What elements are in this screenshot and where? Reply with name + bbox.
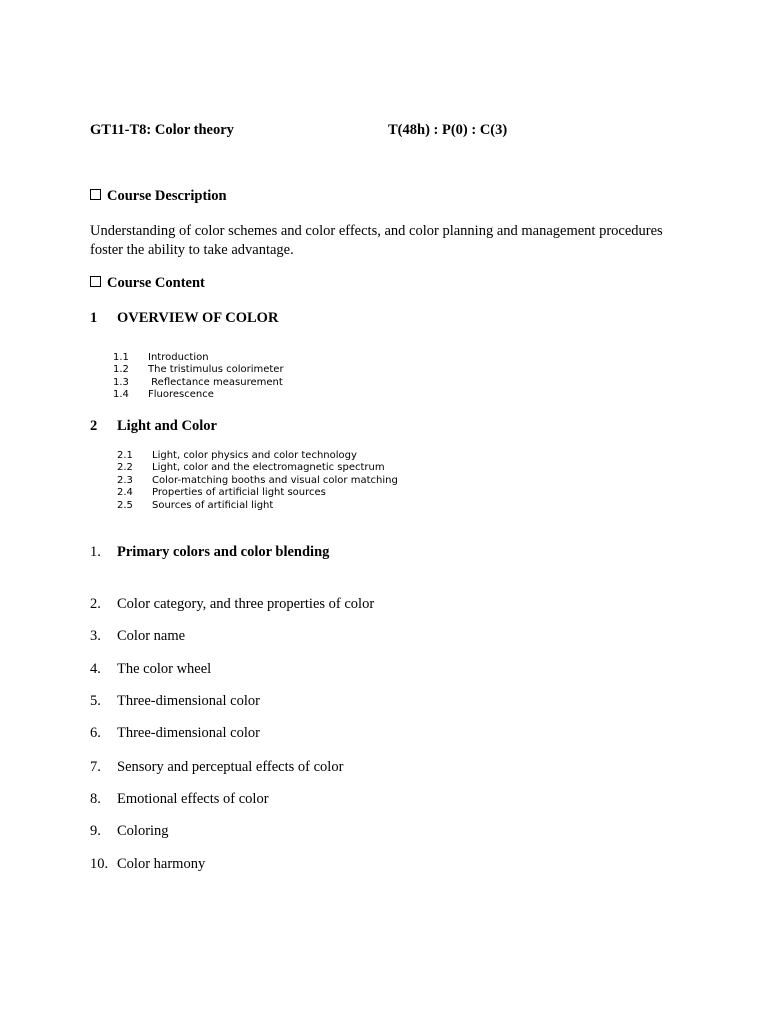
list-item-num: 4. — [90, 661, 101, 677]
list-item-num: 5. — [90, 693, 101, 709]
content-heading-row — [90, 275, 205, 292]
list-item-label: Coloring — [117, 823, 169, 839]
content-heading: Course Content — [107, 275, 205, 291]
list-item-label: Primary colors and color blending — [117, 544, 330, 560]
list-item-label: Color category, and three properties of color — [117, 596, 375, 612]
list-item-label: Sensory and perceptual effects of color — [117, 759, 344, 775]
list-item: 2.2 Light, color and the electromagnetic spectrum — [117, 462, 385, 474]
list-item-label: The color wheel — [117, 661, 212, 677]
list-item: 1.2 The tristimulus colorimeter — [113, 364, 284, 376]
list-item: 2.4 Properties of artificial light sources — [117, 487, 326, 499]
checkbox-icon — [90, 189, 101, 200]
list-item-label: Color harmony — [117, 856, 206, 872]
course-credits: T(48h) : P(0) : C(3) — [388, 122, 508, 138]
section-2-sublist — [117, 450, 398, 512]
section-2-number: 2 — [90, 418, 98, 434]
list-item-num: 10. — [90, 856, 109, 872]
list-item: 1.3 Reflectance measurement — [113, 376, 283, 388]
section-1-sublist — [113, 352, 284, 402]
list-item-label: Color name — [117, 628, 186, 644]
list-item-num: 8. — [90, 791, 101, 807]
list-item-label: Three-dimensional color — [117, 725, 260, 741]
list-item-num: 7. — [90, 759, 101, 775]
list-item-label: Emotional effects of color — [117, 791, 269, 807]
list-item-num: 9. — [90, 823, 101, 839]
section-1-title: OVERVIEW OF COLOR — [117, 310, 279, 326]
list-item-num: 1. — [90, 544, 101, 560]
checkbox-icon — [90, 276, 101, 287]
section-1-number: 1 — [90, 310, 98, 326]
list-item-label: Three-dimensional color — [117, 693, 260, 709]
section-2-title: Light and Color — [117, 418, 217, 434]
list-item: 1.4 Fluorescence — [113, 389, 214, 401]
list-item-num: 2. — [90, 596, 101, 612]
list-item-num: 6. — [90, 725, 101, 741]
list-item: 2.5 Sources of artificial light — [117, 499, 274, 511]
list-item: 2.1 Light, color physics and color technology — [117, 450, 357, 461]
list-item-num: 3. — [90, 628, 101, 644]
description-heading-row — [90, 188, 227, 205]
list-item: 1.1 Introduction — [113, 352, 209, 363]
description-heading: Course Description — [107, 188, 227, 204]
list-item: 2.3 Color-matching booths and visual color matching — [117, 474, 398, 486]
course-title: GT11-T8: Color theory — [90, 122, 234, 138]
description-text: Understanding of color schemes and color effects, and color planning and management procedures foster the ability to take advantage. — [90, 223, 663, 258]
